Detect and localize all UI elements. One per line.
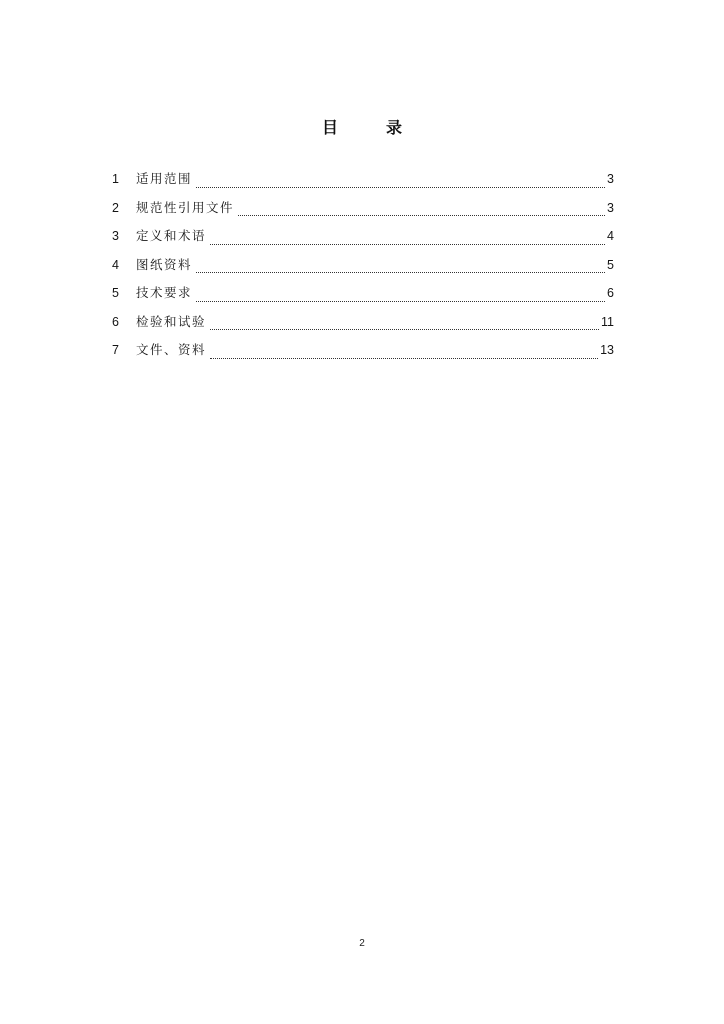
- toc-entry-title: 定义和术语: [136, 228, 207, 243]
- toc-dot-leader: [210, 328, 599, 330]
- toc-entry[interactable]: [112, 197, 614, 226]
- toc-heading: 目 录: [321, 118, 418, 137]
- toc-entry-number: 7: [112, 343, 119, 357]
- toc-dot-leader: [210, 357, 598, 359]
- toc-entry-title: 技术要求: [136, 285, 193, 300]
- toc-entry-title: 文件、资料: [136, 342, 207, 357]
- toc-entry-page: 5: [607, 257, 614, 272]
- toc-entry-title: 检验和试验: [136, 313, 207, 329]
- toc-entry[interactable]: [112, 311, 614, 340]
- toc-entry-number: 2: [112, 200, 119, 215]
- page-number: 2: [359, 938, 365, 949]
- toc-dot-leader: [196, 186, 605, 188]
- toc-entry-page: 3: [607, 200, 614, 215]
- toc-entry[interactable]: [112, 282, 614, 311]
- toc-entry-page: 3: [607, 172, 614, 186]
- toc-dot-leader: [196, 271, 605, 273]
- toc-entry-title: 适用范围: [136, 171, 193, 186]
- toc-entry[interactable]: [112, 225, 614, 254]
- toc-entry-number: 4: [112, 257, 119, 272]
- toc-entry-title: 图纸资料: [136, 256, 193, 272]
- toc-entry[interactable]: [112, 168, 614, 197]
- toc-dot-leader: [196, 300, 605, 302]
- toc-entry-number: 1: [112, 172, 119, 186]
- toc-entry[interactable]: [112, 339, 614, 368]
- table-of-contents: [112, 168, 614, 368]
- toc-dot-leader: [238, 214, 605, 216]
- toc-entry-number: 6: [112, 314, 119, 329]
- toc-entry-number: 3: [112, 229, 119, 243]
- toc-entry-title: 规范性引用文件: [136, 199, 235, 215]
- toc-entry-page: 4: [607, 229, 614, 243]
- toc-entry-page: 11: [601, 314, 614, 329]
- toc-entry-page: 13: [600, 343, 614, 357]
- toc-entry[interactable]: [112, 254, 614, 283]
- toc-dot-leader: [210, 243, 605, 245]
- toc-entry-number: 5: [112, 286, 119, 300]
- toc-entry-page: 6: [607, 286, 614, 300]
